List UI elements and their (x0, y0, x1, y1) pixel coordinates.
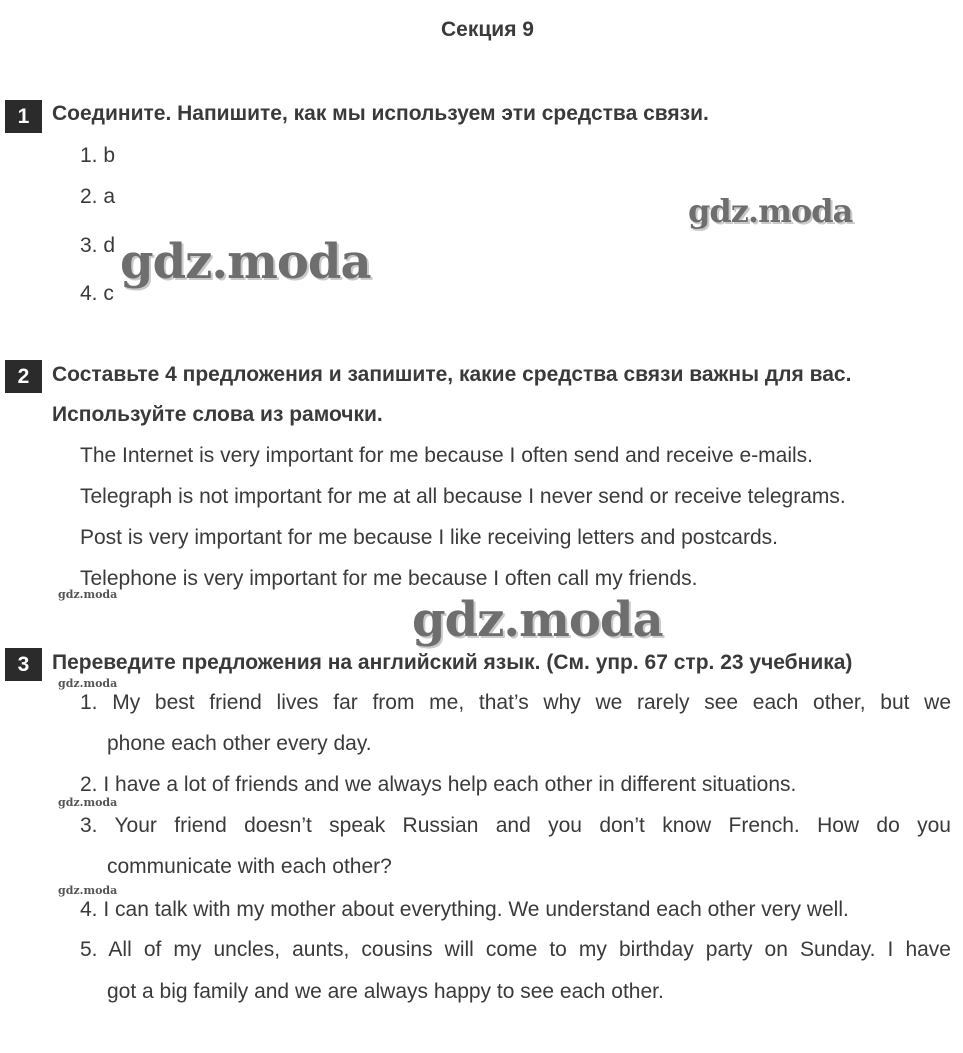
task-2-sentence-3: Post is very important for me because I like receiving letters and postcards. (80, 526, 778, 549)
watermark-logo: gdz.moda (688, 192, 853, 230)
task-3-heading: Переведите предложения на английский язык. (См. упр. 67 стр. 23 учебника) (52, 651, 853, 674)
task-1-heading: Соедините. Напишите, как мы используем эти средства связи. (52, 102, 709, 125)
task-3-line-4: 3. Your friend doesn’t speak Russian and you don’t know French. How do you (80, 814, 951, 837)
watermark-small: gdz.moda (58, 796, 118, 809)
task-3-line-5: communicate with each other? (107, 855, 392, 878)
task-2-heading-line-2: Используйте слова из рамочки. (52, 403, 383, 426)
task-1-answer-2: 2. a (80, 185, 116, 208)
watermark-logo: gdz.moda (120, 234, 371, 290)
task-3-line-1: 1. My best friend lives far from me, that’s why we rarely see each other, but we (80, 691, 951, 714)
task-3-number: 3 (5, 648, 42, 681)
task-1-answer-1: 1. b (80, 144, 116, 167)
task-3-line-6: 4. I can talk with my mother about everything. We understand each other very well. (80, 898, 849, 921)
task-3-line-8: got a big family and we are always happy to see each other. (107, 980, 664, 1003)
task-1-answer-4: 4. c (80, 282, 114, 305)
page-title: Секция 9 (441, 18, 534, 41)
task-3-line-7: 5. All of my uncles, aunts, cousins will come to my birthday party on Sunday. I have (80, 938, 951, 961)
task-2-sentence-4: Telephone is very important for me because I often call my friends. (80, 567, 698, 590)
task-2-number: 2 (5, 360, 42, 393)
task-1-number: 1 (5, 100, 42, 133)
watermark-small: gdz.moda (58, 588, 118, 601)
task-1-answer-3: 3. d (80, 234, 116, 257)
watermark-logo: gdz.moda (412, 592, 663, 648)
task-2-heading: Составьте 4 предложения и запишите, какие средства связи важны для вас. (52, 363, 852, 386)
task-2-sentence-1: The Internet is very important for me because I often send and receive e-mails. (80, 444, 814, 467)
task-2-sentence-2: Telegraph is not important for me at all because I never send or receive telegrams. (80, 485, 846, 508)
task-3-line-2: phone each other every day. (107, 732, 372, 755)
watermark-small: gdz.moda (58, 677, 118, 690)
task-3-line-3: 2. I have a lot of friends and we always help each other in different situations. (80, 773, 797, 796)
watermark-small: gdz.moda (58, 884, 118, 897)
